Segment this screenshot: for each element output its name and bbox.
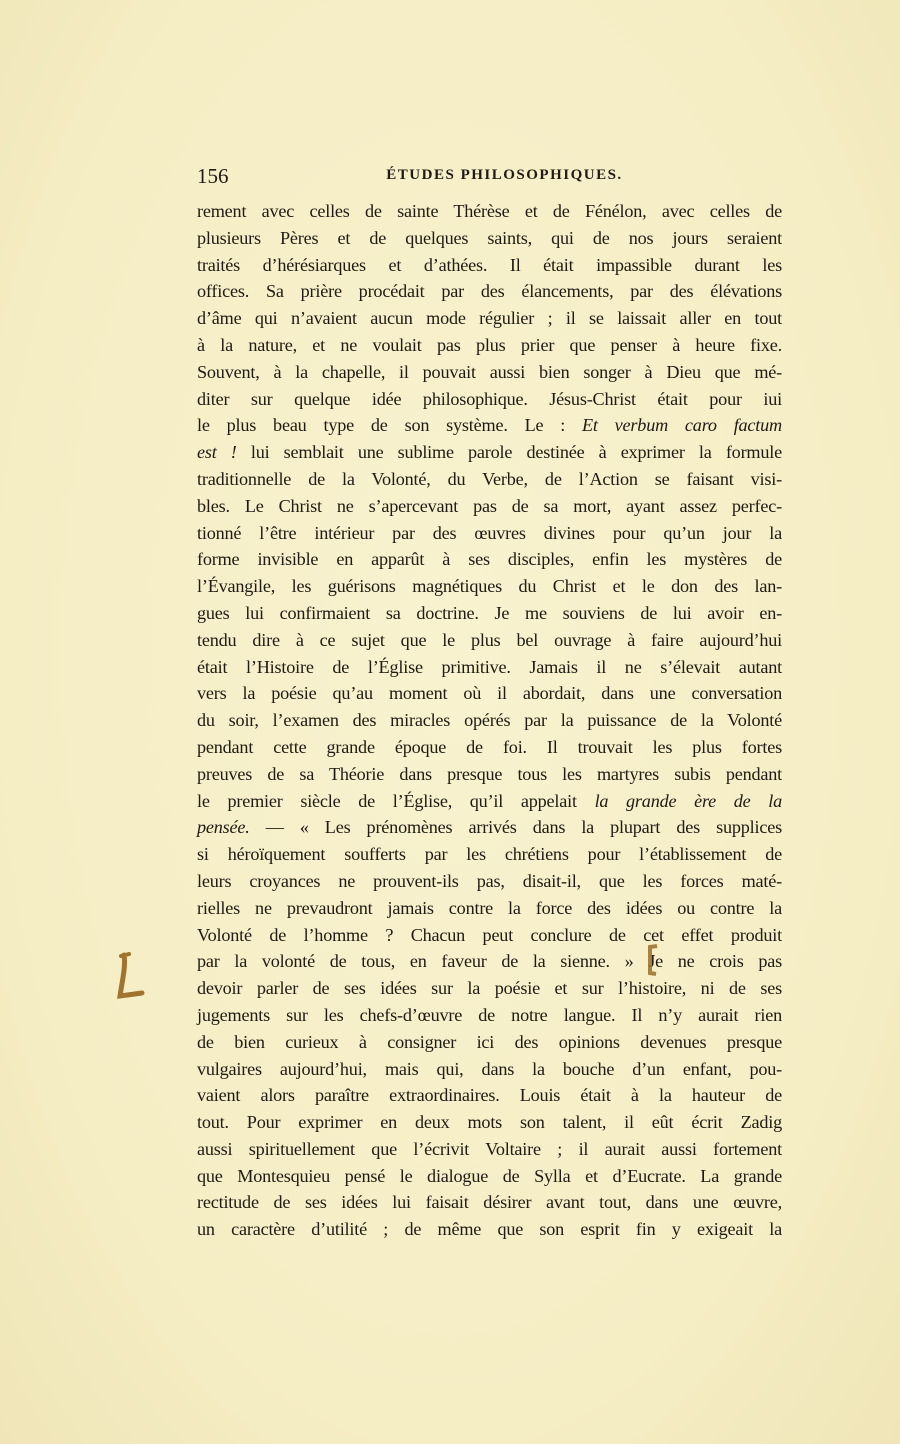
text-segment: devoir parler de ses idées sur la poésie et sur l’histoire, ni de ses <box>197 978 782 999</box>
text-segment: d’âme qui n’avaient aucun mode régulier ; il se laissait aller en tout <box>197 308 782 329</box>
text-line <box>197 198 782 225</box>
body-text <box>197 198 782 1243</box>
text-line <box>197 600 782 627</box>
text-line <box>197 493 782 520</box>
text-segment: rement avec celles de sainte Thérèse et de Fénélon, avec celles de <box>197 201 782 221</box>
text-segment: le plus beau type de son système. Le : <box>197 415 583 436</box>
text-segment: du soir, l’examen des miracles opérés par la puissance de la Volonté <box>197 710 782 731</box>
text-line <box>197 895 782 922</box>
text-segment: traditionnelle de la Volonté, du Verbe, de l’Action se faisant visi- <box>197 468 782 489</box>
text-segment: si héroïquement soufferts par les chrétiens pour l’établissement de <box>197 844 782 865</box>
text-segment: tout. Pour exprimer en deux mots son talent, il eût écrit Zadig <box>197 1112 782 1133</box>
text-segment: Volonté de l’homme ? Chacun peut conclure de cet effet produit <box>197 924 782 945</box>
text-segment: le premier siècle de l’Église, qu’il appelait <box>197 790 595 811</box>
text-segment: plusieurs Pères et de quelques saints, qui de nos jours seraient <box>197 227 782 248</box>
text-segment: de bien curieux à consigner ici des opinions devenues presque <box>197 1031 782 1052</box>
text-line <box>197 278 782 305</box>
text-segment: leurs croyances ne prouvent-ils pas, disait-il, que les forces maté- <box>197 870 782 891</box>
text-line <box>197 332 782 359</box>
text-segment: un caractère d’utilité ; de même que son esprit fin y exigeait la <box>197 1219 782 1240</box>
text-line <box>197 252 782 279</box>
text-segment: gues lui confirmaient sa doctrine. Je me souviens de lui avoir en- <box>197 602 782 623</box>
italic-text: la grande ère de la <box>594 790 782 811</box>
text-segment: vaient alors paraître extraordinaires. Louis était à la hauteur de <box>197 1085 782 1106</box>
page-header <box>197 164 782 190</box>
text-line <box>197 841 782 868</box>
text-segment: rectitude de ses idées lui faisait désirer avant tout, dans une œuvre, <box>197 1192 782 1213</box>
text-segment: était l’Histoire de l’Église primitive. Jamais il ne s’élevait autant <box>197 656 782 677</box>
text-line <box>197 546 782 573</box>
text-line <box>197 1189 782 1216</box>
text-line <box>197 1136 782 1163</box>
text-segment: l’Évangile, les guérisons magnétiques du Christ et le don des lan- <box>197 576 782 597</box>
text-line <box>197 1002 782 1029</box>
text-line <box>197 680 782 707</box>
text-line <box>197 868 782 895</box>
text-line <box>197 788 782 815</box>
text-segment: tendu dire à ce sujet que le plus bel ouvrage à faire aujourd’hui <box>197 629 782 650</box>
text-segment: pendant cette grande époque de foi. Il trouvait les plus fortes <box>197 736 782 757</box>
text-line <box>197 359 782 386</box>
text-line <box>197 814 782 841</box>
text-segment: offices. Sa prière procédait par des élancements, par des élévations <box>197 281 782 302</box>
text-line <box>197 761 782 788</box>
text-line <box>197 305 782 332</box>
text-line <box>197 1082 782 1109</box>
text-line <box>197 225 782 252</box>
text-line <box>197 948 782 975</box>
text-line <box>197 573 782 600</box>
text-segment: vers la poésie qu’au moment où il abordait, dans une conversation <box>197 683 782 704</box>
text-line <box>197 1216 782 1243</box>
text-line <box>197 1056 782 1083</box>
text-segment: Souvent, à la chapelle, il pouvait aussi bien songer à Dieu que mé- <box>197 361 782 382</box>
page-number: 156 <box>197 164 229 188</box>
italic-text: pensée. <box>197 817 250 838</box>
italic-text: est ! <box>197 442 237 463</box>
italic-text: Et verbum caro factum <box>582 415 782 436</box>
text-segment: par la volonté de tous, en faveur de la sienne. » Je ne crois pas <box>197 951 782 972</box>
text-line <box>197 466 782 493</box>
text-segment: tionné l’être intérieur par des œuvres divines pour qu’un jour la <box>197 522 782 543</box>
bracket-ink-mark-icon <box>646 944 660 976</box>
text-segment: — « Les prénomènes arrivés dans la plupart des supplices <box>249 817 782 838</box>
text-line <box>197 707 782 734</box>
text-line <box>197 627 782 654</box>
text-line <box>197 1029 782 1056</box>
text-line <box>197 734 782 761</box>
text-line <box>197 412 782 439</box>
text-segment: vulgaires aujourd’hui, mais qui, dans la bouche d’un enfant, pou- <box>197 1058 782 1079</box>
text-segment: forme invisible en apparût à ses disciples, enfin les mystères de <box>197 549 782 570</box>
text-segment: jugements sur les chefs-d’œuvre de notre langue. Il n’y aurait rien <box>197 1004 782 1025</box>
text-line <box>197 386 782 413</box>
text-segment: diter sur quelque idée philosophique. Jésus-Christ était pour iui <box>197 388 782 409</box>
text-line <box>197 922 782 949</box>
text-segment: traités d’hérésiarques et d’athées. Il était impassible durant les <box>197 254 782 275</box>
text-segment: aussi spirituellement que l’écrivit Voltaire ; il aurait aussi fortement <box>197 1138 782 1159</box>
text-segment: bles. Le Christ ne s’apercevant pas de sa mort, ayant assez perfec- <box>197 495 782 516</box>
text-line <box>197 1109 782 1136</box>
text-segment: que Montesquieu pensé le dialogue de Sylla et d’Eucrate. La grande <box>197 1165 782 1186</box>
text-line <box>197 520 782 547</box>
margin-bracket-mark-icon <box>116 952 146 1000</box>
text-line <box>197 1163 782 1190</box>
text-line <box>197 439 782 466</box>
text-segment: lui semblait une sublime parole destinée à exprimer la formule <box>236 442 782 463</box>
text-segment: preuves de sa Théorie dans presque tous les martyres subis pendant <box>197 763 782 784</box>
text-segment: à la nature, et ne voulait pas plus prier que penser à heure fixe. <box>197 334 782 355</box>
text-segment: rielles ne prevaudront jamais contre la force des idées ou contre la <box>197 897 782 918</box>
text-line <box>197 654 782 681</box>
text-line <box>197 975 782 1002</box>
running-title: ÉTUDES PHILOSOPHIQUES. <box>386 167 623 183</box>
